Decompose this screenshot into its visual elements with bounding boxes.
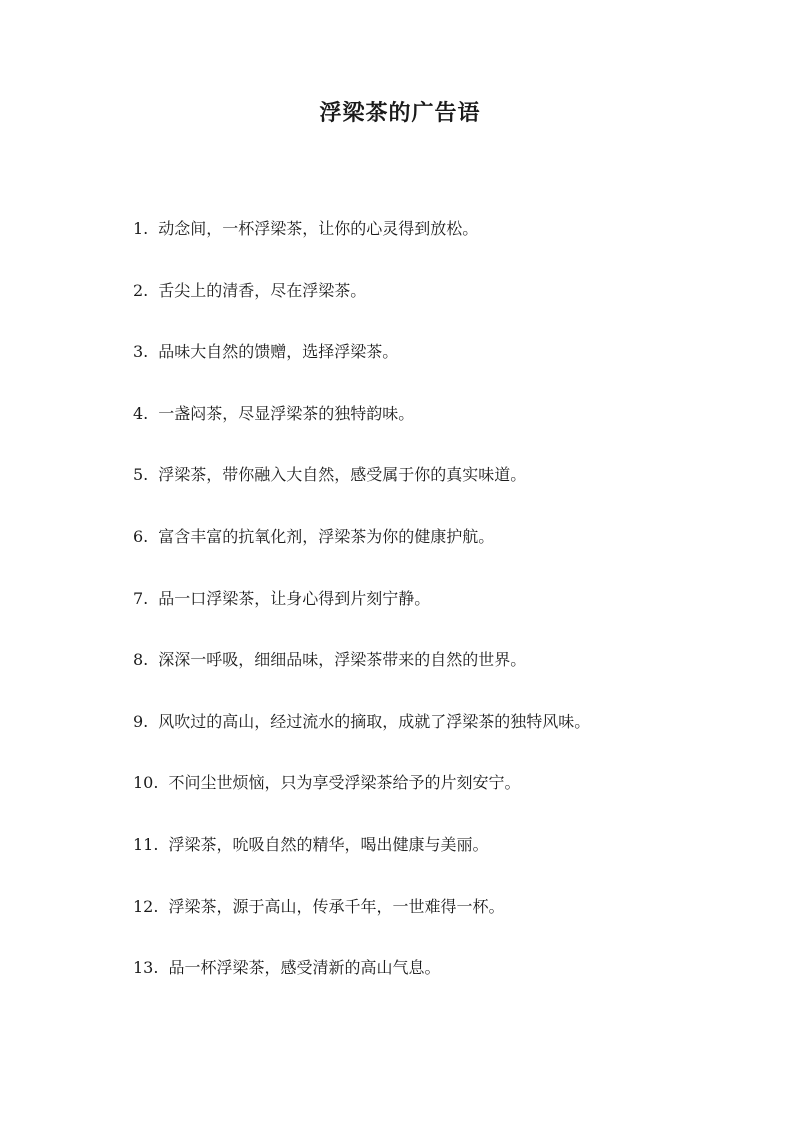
- slogan-item: [133, 522, 590, 584]
- slogan-item: [133, 584, 590, 646]
- slogan-text: 品一口浮梁茶，让身心得到片刻宁静。: [158, 588, 431, 608]
- slogan-number: 10.: [133, 773, 159, 793]
- slogan-item: [133, 399, 590, 461]
- slogan-number: 7.: [133, 588, 149, 608]
- slogan-text: 不问尘世烦恼，只为享受浮梁茶给予的片刻安宁。: [168, 773, 521, 793]
- slogan-text: 浮梁茶，带你融入大自然，感受属于你的真实味道。: [158, 465, 527, 485]
- slogan-item: [133, 830, 590, 892]
- slogan-text: 富含丰富的抗氧化剂，浮梁茶为你的健康护航。: [158, 526, 495, 546]
- slogan-item: [133, 276, 590, 338]
- slogan-number: 1.: [133, 219, 149, 238]
- slogan-item: [133, 707, 590, 769]
- slogan-item: [133, 645, 590, 707]
- slogan-item: [133, 892, 590, 954]
- slogan-number: 5.: [133, 465, 149, 485]
- slogan-text: 品味大自然的馈赠，选择浮梁茶。: [158, 342, 399, 362]
- slogan-number: 12.: [133, 896, 159, 916]
- slogan-text: 深深一呼吸，细细品味，浮梁茶带来的自然的世界。: [158, 650, 527, 670]
- slogan-text: 风吹过的高山，经过流水的摘取，成就了浮梁茶的独特风味。: [158, 711, 591, 731]
- slogan-number: 4.: [133, 403, 149, 423]
- slogan-item: [133, 214, 590, 276]
- document-title: 浮梁茶的广告语: [319, 100, 481, 126]
- slogan-number: 11.: [133, 834, 159, 854]
- slogan-number: 2.: [133, 280, 149, 300]
- slogan-text: 一盏闷茶，尽显浮梁茶的独特韵味。: [158, 403, 415, 423]
- slogan-list: [133, 214, 590, 1015]
- slogan-text: 品一杯浮梁茶，感受清新的高山气息。: [168, 958, 441, 978]
- slogan-number: 13.: [133, 958, 159, 978]
- slogan-item: [133, 460, 590, 522]
- slogan-text: 浮梁茶，源于高山，传承千年，一世难得一杯。: [168, 896, 505, 916]
- slogan-text: 舌尖上的清香，尽在浮梁茶。: [158, 280, 367, 300]
- slogan-number: 9.: [133, 711, 149, 731]
- slogan-number: 8.: [133, 650, 149, 670]
- slogan-item: [133, 337, 590, 399]
- slogan-number: 3.: [133, 342, 149, 362]
- slogan-text: 动念间，一杯浮梁茶，让你的心灵得到放松。: [158, 219, 479, 238]
- slogan-number: 6.: [133, 526, 149, 546]
- slogan-text: 浮梁茶，吮吸自然的精华，喝出健康与美丽。: [168, 834, 489, 854]
- slogan-item: [133, 953, 590, 1015]
- slogan-item: [133, 768, 590, 830]
